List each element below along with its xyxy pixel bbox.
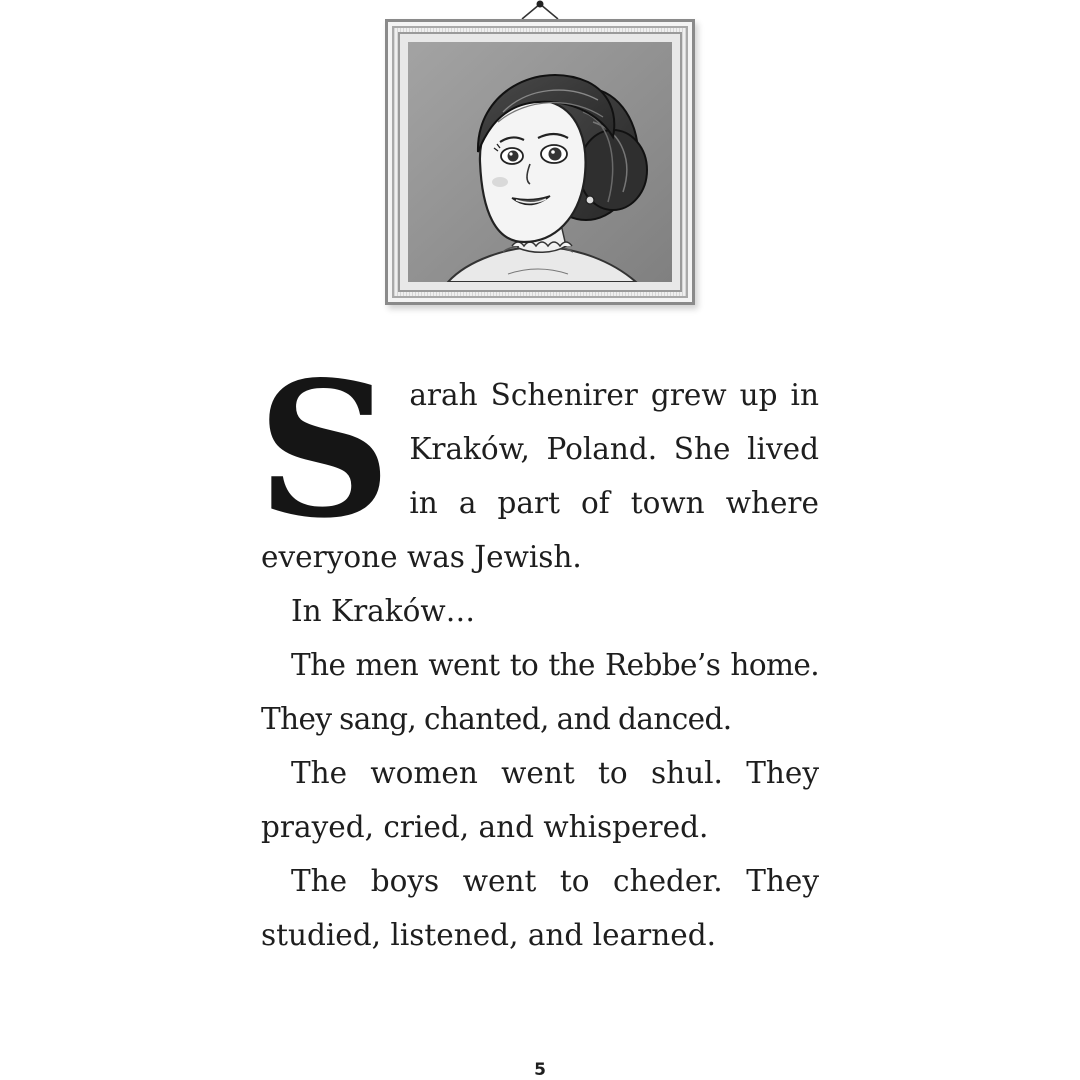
drop-cap: S — [257, 340, 392, 559]
story-paragraph: The boys went to cheder. They studied, listened, and learned. — [261, 864, 819, 952]
portrait-frame — [385, 19, 695, 305]
story-text — [257, 340, 819, 962]
portrait-illustration — [408, 42, 672, 282]
story-paragraph: In Kraków… — [291, 594, 476, 628]
woman-portrait-icon — [408, 42, 672, 282]
story-paragraph: arah Schenirer grew up in Kraków, Poland. She lived in a part of town where everyone was Jewish. — [261, 378, 819, 574]
page-number: 5 — [534, 1060, 546, 1080]
story-paragraph: The women went to shul. They prayed, cried, and whispered. — [261, 756, 819, 844]
story-paragraph: The men went to the Rebbe’s home. They sang, chanted, and danced. — [261, 648, 819, 736]
